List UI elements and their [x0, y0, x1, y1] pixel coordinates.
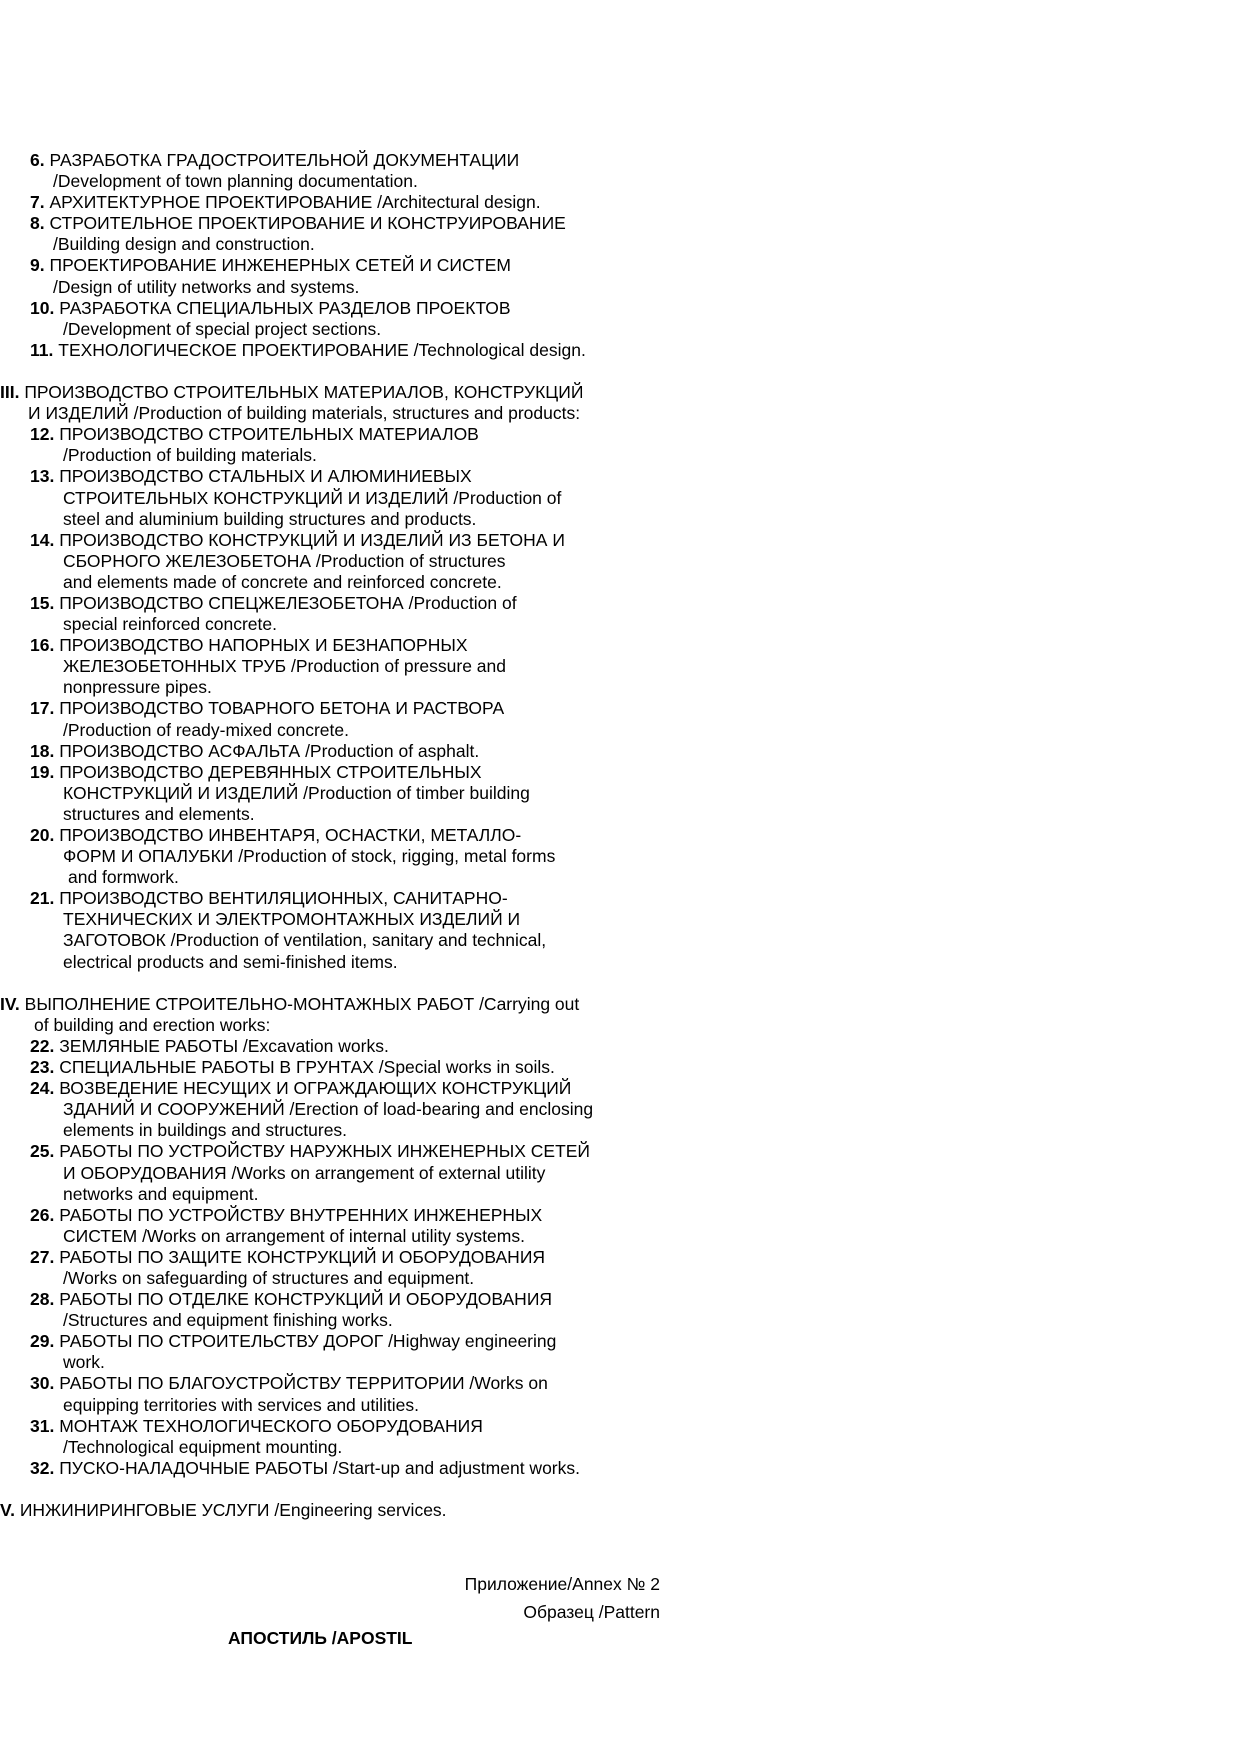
- document-line: [0, 255, 680, 276]
- item-number: 11.: [30, 339, 54, 360]
- document-line: [0, 1057, 680, 1078]
- document-line: [0, 1247, 680, 1268]
- item-text: and formwork.: [68, 867, 179, 888]
- apostil-title: АПОСТИЛЬ /APOSTIL: [228, 1628, 413, 1648]
- item-number: 17.: [30, 698, 55, 719]
- document-line: [0, 1437, 680, 1458]
- item-number: 30.: [30, 1373, 55, 1394]
- item-number: 24.: [30, 1078, 55, 1099]
- document-line: [0, 1395, 680, 1416]
- item-text: ФОРМ И ОПАЛУБКИ /Production of stock, rigging, metal forms: [63, 846, 556, 867]
- document-line: [0, 150, 680, 171]
- document-line: [0, 530, 680, 551]
- document-line: [0, 1458, 680, 1479]
- item-text: РАЗРАБОТКА СПЕЦИАЛЬНЫХ РАЗДЕЛОВ ПРОЕКТОВ: [59, 297, 511, 318]
- document-line: [0, 1331, 680, 1352]
- item-number: 13.: [30, 466, 55, 487]
- item-number: 29.: [30, 1331, 55, 1352]
- item-text: ВЫПОЛНЕНИЕ СТРОИТЕЛЬНО-МОНТАЖНЫХ РАБОТ /Carrying out: [24, 993, 580, 1014]
- document-line: [0, 319, 680, 340]
- item-number: 16.: [30, 635, 55, 656]
- item-text: /Building design and construction.: [53, 234, 315, 255]
- item-text: ПРОИЗВОДСТВО СТАЛЬНЫХ И АЛЮМИНИЕВЫХ: [59, 466, 472, 487]
- document-line: [0, 720, 680, 741]
- document-line: [0, 783, 680, 804]
- item-text: И ИЗДЕЛИЙ /Production of building materials, structures and products:: [28, 403, 581, 424]
- item-number: III.: [0, 382, 20, 403]
- document-line: [0, 1015, 680, 1036]
- document-line: [0, 1416, 680, 1437]
- item-text: ИНЖИНИРИНГОВЫЕ УСЛУГИ /Engineering services.: [19, 1500, 447, 1520]
- item-number: 31.: [30, 1415, 55, 1436]
- item-number: 22.: [30, 1035, 55, 1056]
- document-line: [0, 1141, 680, 1162]
- item-text: /Production of ready-mixed concrete.: [63, 719, 349, 740]
- document-line: [0, 277, 680, 298]
- item-number: 19.: [30, 761, 55, 782]
- item-text: ЗЕМЛЯНЫЕ РАБОТЫ /Excavation works.: [59, 1035, 389, 1056]
- document-line: [0, 298, 680, 319]
- document-line: [0, 867, 680, 888]
- item-number: 10.: [30, 297, 55, 318]
- section-gap: [0, 1479, 680, 1500]
- document-line: [0, 1163, 680, 1184]
- item-text: ПРОИЗВОДСТВО АСФАЛЬТА /Production of asphalt.: [59, 740, 480, 761]
- item-text: СИСТЕМ /Works on arrangement of internal utility systems.: [63, 1225, 525, 1246]
- document-line: [0, 825, 680, 846]
- item-text: and elements made of concrete and reinforced concrete.: [63, 571, 502, 592]
- document-line: [0, 213, 680, 234]
- item-text: РАБОТЫ ПО УСТРОЙСТВУ ВНУТРЕННИХ ИНЖЕНЕРНЫХ: [59, 1204, 543, 1225]
- item-text: ЗАГОТОВОК /Production of ventilation, sanitary and technical,: [63, 930, 547, 951]
- document-line: [0, 509, 680, 530]
- item-text: special reinforced concrete.: [63, 614, 277, 635]
- item-text: РАЗРАБОТКА ГРАДОСТРОИТЕЛЬНОЙ ДОКУМЕНТАЦИИ: [49, 150, 520, 170]
- annex-label: Приложение/Annex № 2: [464, 1574, 660, 1594]
- item-text: ПРОЕКТИРОВАНИЕ ИНЖЕНЕРНЫХ СЕТЕЙ И СИСТЕМ: [49, 255, 511, 276]
- item-text: ПРОИЗВОДСТВО КОНСТРУКЦИЙ И ИЗДЕЛИЙ ИЗ БЕТОНА И: [59, 529, 565, 550]
- item-text: РАБОТЫ ПО БЛАГОУСТРОЙСТВУ ТЕРРИТОРИИ /Works on: [59, 1373, 548, 1394]
- item-number: 27.: [30, 1246, 55, 1267]
- document-line: [0, 1373, 680, 1394]
- document-line: [0, 1268, 680, 1289]
- document-line: [0, 656, 680, 677]
- item-number: 23.: [30, 1057, 55, 1078]
- document-line: [0, 1226, 680, 1247]
- document-line: [0, 1310, 680, 1331]
- item-text: ПРОИЗВОДСТВО СПЕЦЖЕЛЕЗОБЕТОНА /Production of: [59, 592, 517, 613]
- document-line: [0, 952, 680, 973]
- section-gap: [0, 973, 680, 994]
- item-text: ЖЕЛЕЗОБЕТОННЫХ ТРУБ /Production of pressure and: [63, 656, 506, 677]
- document-line: [0, 488, 680, 509]
- item-text: СТРОИТЕЛЬНЫХ КОНСТРУКЦИЙ И ИЗДЕЛИЙ /Production of: [63, 487, 562, 508]
- item-text: elements in buildings and structures.: [63, 1120, 348, 1141]
- item-text: /Production of building materials.: [63, 445, 317, 466]
- item-number: 28.: [30, 1289, 55, 1310]
- document-line: [0, 1352, 680, 1373]
- item-text: structures and elements.: [63, 803, 255, 824]
- item-number: V.: [0, 1500, 15, 1520]
- item-number: 7.: [30, 192, 45, 213]
- item-number: 26.: [30, 1204, 55, 1225]
- item-text: РАБОТЫ ПО ОТДЕЛКЕ КОНСТРУКЦИЙ И ОБОРУДОВАНИЯ: [59, 1289, 553, 1310]
- item-text: РАБОТЫ ПО СТРОИТЕЛЬСТВУ ДОРОГ /Highway engineering: [59, 1331, 557, 1352]
- document-body: [0, 150, 680, 1521]
- document-line: [0, 846, 680, 867]
- document-line: [0, 1078, 680, 1099]
- document-line: [0, 1099, 680, 1120]
- item-text: СТРОИТЕЛЬНОЕ ПРОЕКТИРОВАНИЕ И КОНСТРУИРОВАНИЕ: [49, 213, 566, 234]
- item-number: 21.: [30, 888, 55, 909]
- document-line: [0, 234, 680, 255]
- document-line: [0, 403, 680, 424]
- item-text: nonpressure pipes.: [63, 677, 212, 698]
- item-text: РАБОТЫ ПО УСТРОЙСТВУ НАРУЖНЫХ ИНЖЕНЕРНЫХ СЕТЕЙ: [59, 1141, 591, 1162]
- item-number: 12.: [30, 424, 55, 445]
- item-text: ПРОИЗВОДСТВО СТРОИТЕЛЬНЫХ МАТЕРИАЛОВ, КОНСТРУКЦИЙ: [24, 382, 584, 403]
- item-text: ПРОИЗВОДСТВО НАПОРНЫХ И БЕЗНАПОРНЫХ: [59, 635, 468, 656]
- item-number: 14.: [30, 529, 55, 550]
- item-text: /Structures and equipment finishing works.: [63, 1310, 393, 1331]
- item-text: /Development of special project sections.: [63, 318, 382, 339]
- item-text: СПЕЦИАЛЬНЫЕ РАБОТЫ В ГРУНТАХ /Special works in soils.: [59, 1057, 555, 1078]
- item-text: networks and equipment.: [63, 1183, 259, 1204]
- document-line: [0, 698, 680, 719]
- item-text: МОНТАЖ ТЕХНОЛОГИЧЕСКОГО ОБОРУДОВАНИЯ: [59, 1415, 483, 1436]
- document-line: [0, 382, 680, 403]
- document-line: [0, 909, 680, 930]
- document-line: [0, 741, 680, 762]
- document-line: [0, 445, 680, 466]
- item-text: of building and erection works:: [34, 1014, 271, 1035]
- item-text: ПРОИЗВОДСТВО ДЕРЕВЯННЫХ СТРОИТЕЛЬНЫХ: [59, 761, 482, 782]
- document-line: [0, 424, 680, 445]
- item-number: 8.: [30, 213, 45, 234]
- item-text: ПУСКО-НАЛАДОЧНЫЕ РАБОТЫ /Start-up and adjustment works.: [59, 1457, 580, 1478]
- document-line: [0, 551, 680, 572]
- item-text: work.: [63, 1352, 105, 1373]
- item-number: 15.: [30, 592, 55, 613]
- item-number: 20.: [30, 825, 55, 845]
- item-text: И ОБОРУДОВАНИЯ /Works on arrangement of external utility: [63, 1162, 546, 1183]
- document-line: [0, 1036, 680, 1057]
- item-text: equipping territories with services and utilities.: [63, 1394, 419, 1415]
- item-text: ВОЗВЕДЕНИЕ НЕСУЩИХ И ОГРАЖДАЮЩИХ КОНСТРУКЦИЙ: [59, 1078, 572, 1099]
- item-number: 6.: [30, 150, 45, 170]
- document-line: [0, 572, 680, 593]
- item-number: 25.: [30, 1141, 55, 1162]
- item-text: ТЕХНИЧЕСКИХ И ЭЛЕКТРОМОНТАЖНЫХ ИЗДЕЛИЙ И: [63, 909, 521, 930]
- item-text: steel and aluminium building structures and products.: [63, 508, 477, 529]
- document-line: [0, 1289, 680, 1310]
- item-text: /Design of utility networks and systems.: [53, 276, 360, 297]
- item-text: РАБОТЫ ПО ЗАЩИТЕ КОНСТРУКЦИЙ И ОБОРУДОВАНИЯ: [59, 1246, 546, 1267]
- document-line: [0, 888, 680, 909]
- item-number: 9.: [30, 255, 45, 276]
- document-line: [0, 804, 680, 825]
- item-text: ЗДАНИЙ И СООРУЖЕНИЙ /Erection of load-bearing and enclosing: [63, 1099, 594, 1120]
- item-number: 18.: [30, 740, 55, 761]
- item-text: /Development of town planning documentation.: [53, 171, 418, 192]
- item-text: electrical products and semi-finished items.: [63, 951, 398, 972]
- item-text: ПРОИЗВОДСТВО ТОВАРНОГО БЕТОНА И РАСТВОРА: [59, 698, 505, 719]
- item-text: ПРОИЗВОДСТВО ВЕНТИЛЯЦИОННЫХ, САНИТАРНО-: [59, 888, 508, 909]
- annex-block: [465, 1570, 660, 1626]
- document-line: [0, 1205, 680, 1226]
- pattern-label: Образец /Pattern: [523, 1602, 660, 1622]
- item-number: 32.: [30, 1457, 55, 1478]
- item-number: IV.: [0, 993, 20, 1014]
- document-line: [0, 1184, 680, 1205]
- document-line: [0, 614, 680, 635]
- document-line: [0, 1500, 680, 1521]
- document-line: [0, 762, 680, 783]
- document-line: [0, 192, 680, 213]
- item-text: КОНСТРУКЦИЙ И ИЗДЕЛИЙ /Production of timber building: [63, 782, 530, 803]
- document-line: [0, 1120, 680, 1141]
- document-line: [0, 994, 680, 1015]
- document-line: [0, 171, 680, 192]
- section-gap: [0, 361, 680, 382]
- item-text: СБОРНОГО ЖЕЛЕЗОБЕТОНА /Production of structures: [63, 550, 506, 571]
- item-text: ТЕХНОЛОГИЧЕСКОЕ ПРОЕКТИРОВАНИЕ /Technological design.: [58, 339, 586, 360]
- document-line: [0, 635, 680, 656]
- item-text: /Technological equipment mounting.: [63, 1436, 343, 1457]
- item-text: ПРОИЗВОДСТВО СТРОИТЕЛЬНЫХ МАТЕРИАЛОВ: [59, 424, 479, 445]
- document-line: [0, 466, 680, 487]
- item-text: АРХИТЕКТУРНОЕ ПРОЕКТИРОВАНИЕ /Architectural design.: [49, 192, 541, 213]
- item-text: /Works on safeguarding of structures and equipment.: [63, 1267, 475, 1288]
- item-text: ПРОИЗВОДСТВО ИНВЕНТАРЯ, ОСНАСТКИ, МЕТАЛЛО-: [59, 825, 522, 845]
- document-line: [0, 677, 680, 698]
- document-line: [0, 930, 680, 951]
- document-line: [0, 593, 680, 614]
- document-line: [0, 340, 680, 361]
